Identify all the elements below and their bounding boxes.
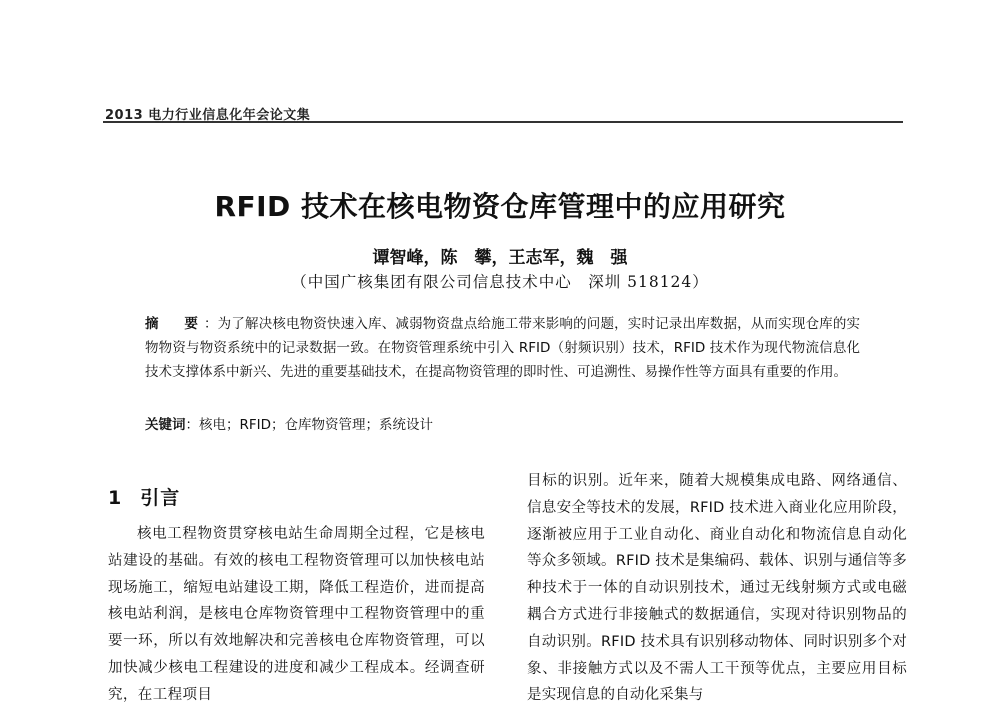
header-rule <box>103 121 903 123</box>
section-title: 引言 <box>140 487 181 509</box>
running-header-title: 2013 电力行业信息化年会论文集 <box>105 108 311 123</box>
body-column-right: 目标的识别。近年来，随着大规模集成电路、网络通信、信息安全等技术的发展，RFID 技术进入商业化应用阶段，逐渐被应用于工业自动化、商业自动化和物流信息自动化等众多领域。RFID 技术是集编码、载体、识别与通信等多种技术于一体的自动识别技术，通过无线射频方式或电磁耦合方式进行非接触式的数据通信，实现对待识别物品的自动识别。RFID 技术具有识别移动物体、同时识别多个对象、非接触方式以及不需人工干预等优点，主要应用目标是实现信息的自动化采集与 <box>527 473 907 704</box>
keywords-label: 关键词 <box>145 417 186 433</box>
abstract <box>145 312 860 384</box>
paper-authors: 谭智峰，陈 攀，王志军，魏 强 <box>372 248 628 268</box>
abstract-text: ：为了解决核电物资快速入库、减弱物资盘点给施工带来影响的问题，实时记录出库数据，从而实现仓库的实物物资与物资系统中的记录数据一致。在物资管理系统中引入 RFID（射频识别）技术，RFID 技术作为现代物流信息化技术支撑体系中新兴、先进的重要基础技术，在提高物资管理的即时性、可追溯性、易操作性等方面具有重要的作用。 <box>145 316 861 380</box>
section-number: 1 <box>108 487 123 509</box>
keywords <box>145 413 860 433</box>
abstract-label: 摘 要 <box>145 316 205 332</box>
paper-affiliation: （中国广核集团有限公司信息技术中心 深圳 518124） <box>291 273 709 291</box>
paper-title: RFID 技术在核电物资仓库管理中的应用研究 <box>214 190 786 223</box>
body-column-left: 核电工程物资贯穿核电站生命周期全过程，它是核电站建设的基础。有效的核电工程物资管理可以加快核电站现场施工，缩短电站建设工期，降低工程造价，进而提高核电站利润，是核电仓库物资管理中工程物资管理中的重要一环，所以有效地解决和完善核电仓库物资管理，可以加快减少核电工程建设的进度和减少工程成本。经调查研究，在工程项目 <box>108 526 485 703</box>
keywords-text: ：核电；RFID；仓库物资管理；系统设计 <box>185 417 434 433</box>
section-heading <box>108 483 180 510</box>
